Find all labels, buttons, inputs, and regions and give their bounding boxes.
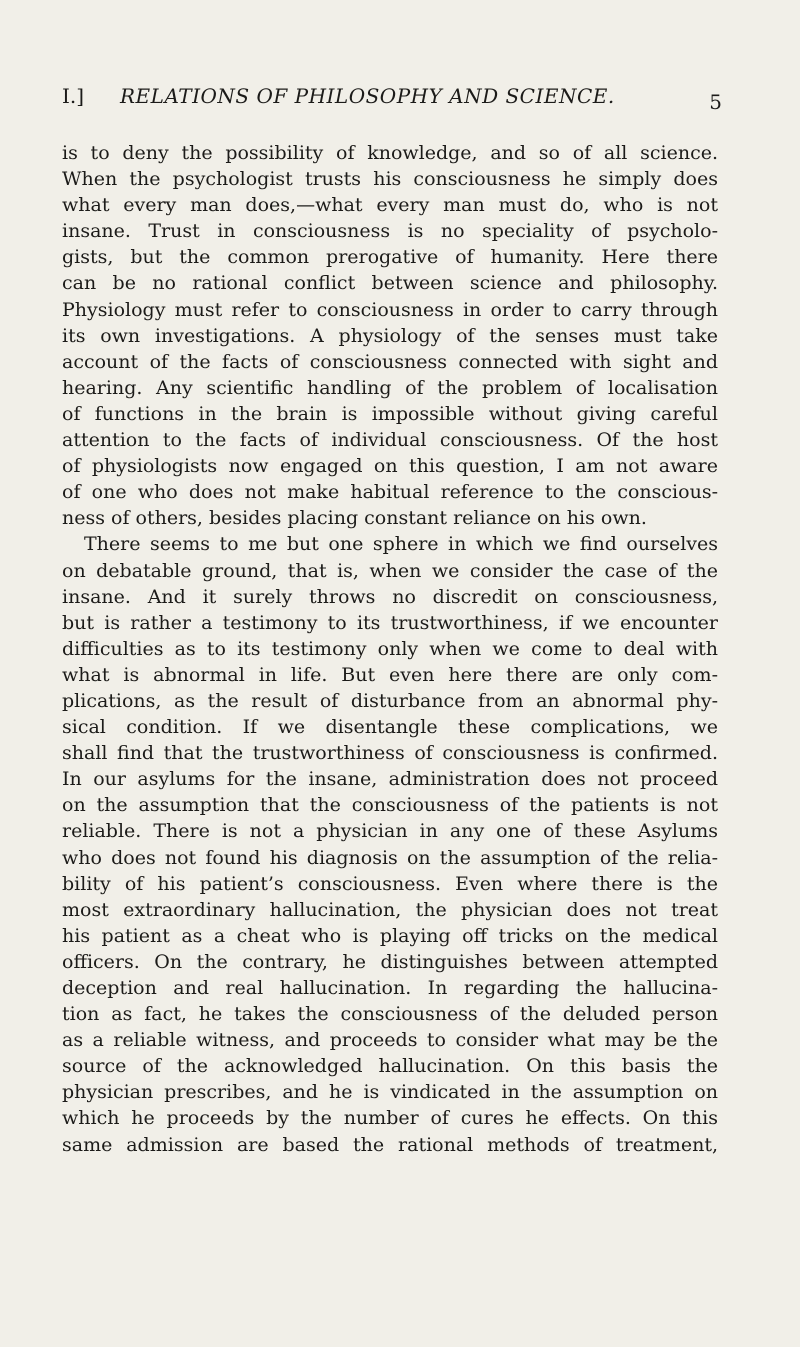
text-line: same admission are based the rational methods of treatment, xyxy=(62,1133,718,1156)
text-line: shall find that the trustworthiness of consciousness is confirmed. xyxy=(62,742,718,765)
text-line: his patient as a cheat who is playing off tricks on the medical xyxy=(62,924,718,947)
text-line: There seems to me but one sphere in which we find ourselves xyxy=(84,533,718,556)
text-line: physician prescribes, and he is vindicated in the assumption on xyxy=(62,1081,718,1104)
text-line: who does not found his diagnosis on the assumption of the relia- xyxy=(62,846,718,869)
text-line: its own investigations. A physiology of the senses must take xyxy=(62,324,718,347)
chapter-number: I.] xyxy=(62,84,85,108)
text-line: most extraordinary hallucination, the physician does not treat xyxy=(62,898,718,921)
text-line: difficulties as to its testimony only when we come to deal with xyxy=(62,637,718,660)
running-head xyxy=(62,82,722,112)
text-line: but is rather a testimony to its trustworthiness, if we encounter xyxy=(62,611,718,634)
text-line: of functions in the brain is impossible without giving careful xyxy=(62,402,718,425)
running-title: RELATIONS OF PHILOSOPHY AND SCIENCE. xyxy=(120,84,615,108)
text-line: insane. Trust in consciousness is no speciality of psycholo- xyxy=(62,220,718,243)
text-line: deception and real hallucination. In regarding the hallucina- xyxy=(62,977,718,999)
text-line: on the assumption that the consciousness of the patients is not xyxy=(62,794,718,817)
text-line: what every man does,—what every man must do, who is not xyxy=(62,194,718,217)
text-line: tion as fact, he takes the consciousness of the deluded person xyxy=(62,1003,718,1026)
text-line: plications, as the result of disturbance from an abnormal phy- xyxy=(62,689,718,712)
text-line: In our asylums for the insane, administration does not proceed xyxy=(62,768,718,791)
text-line: which he proceeds by the number of cures he effects. On this xyxy=(62,1107,718,1130)
text-line: as a reliable witness, and proceeds to consider what may be the xyxy=(62,1029,718,1052)
text-line: When the psychologist trusts his consciousness he simply does xyxy=(62,168,718,191)
text-line: officers. On the contrary, he distinguishes between attempted xyxy=(62,950,718,973)
body-text xyxy=(62,140,718,1158)
text-line: of physiologists now engaged on this question, I am not aware xyxy=(62,455,718,478)
text-line: sical condition. If we disentangle these complications, we xyxy=(62,716,718,739)
text-line: reliable. There is not a physician in any one of these Asylums xyxy=(62,820,718,843)
text-line: ness of others, besides placing constant reliance on his own. xyxy=(62,507,647,530)
text-line: can be no rational conflict between science and philosophy. xyxy=(62,272,718,295)
text-line: is to deny the possibility of knowledge, and so of all science. xyxy=(62,142,718,164)
text-line: what is abnormal in life. But even here there are only com- xyxy=(62,663,718,686)
text-line: account of the facts of consciousness connected with sight and xyxy=(62,350,718,373)
text-line: on debatable ground, that is, when we consider the case of the xyxy=(62,559,718,582)
text-line: hearing. Any scientific handling of the problem of localisation xyxy=(62,376,718,399)
text-line: insane. And it surely throws no discredit on consciousness, xyxy=(62,585,718,608)
text-line: Physiology must refer to consciousness in order to carry through xyxy=(62,298,718,321)
text-line: gists, but the common prerogative of humanity. Here there xyxy=(62,246,718,269)
text-line: bility of his patient’s consciousness. Even where there is the xyxy=(62,872,718,895)
text-line: of one who does not make habitual reference to the conscious- xyxy=(62,481,718,504)
text-line: attention to the facts of individual consciousness. Of the host xyxy=(62,429,718,452)
page-number: 5 xyxy=(709,90,722,114)
text-line: source of the acknowledged hallucination. On this basis the xyxy=(62,1055,718,1078)
